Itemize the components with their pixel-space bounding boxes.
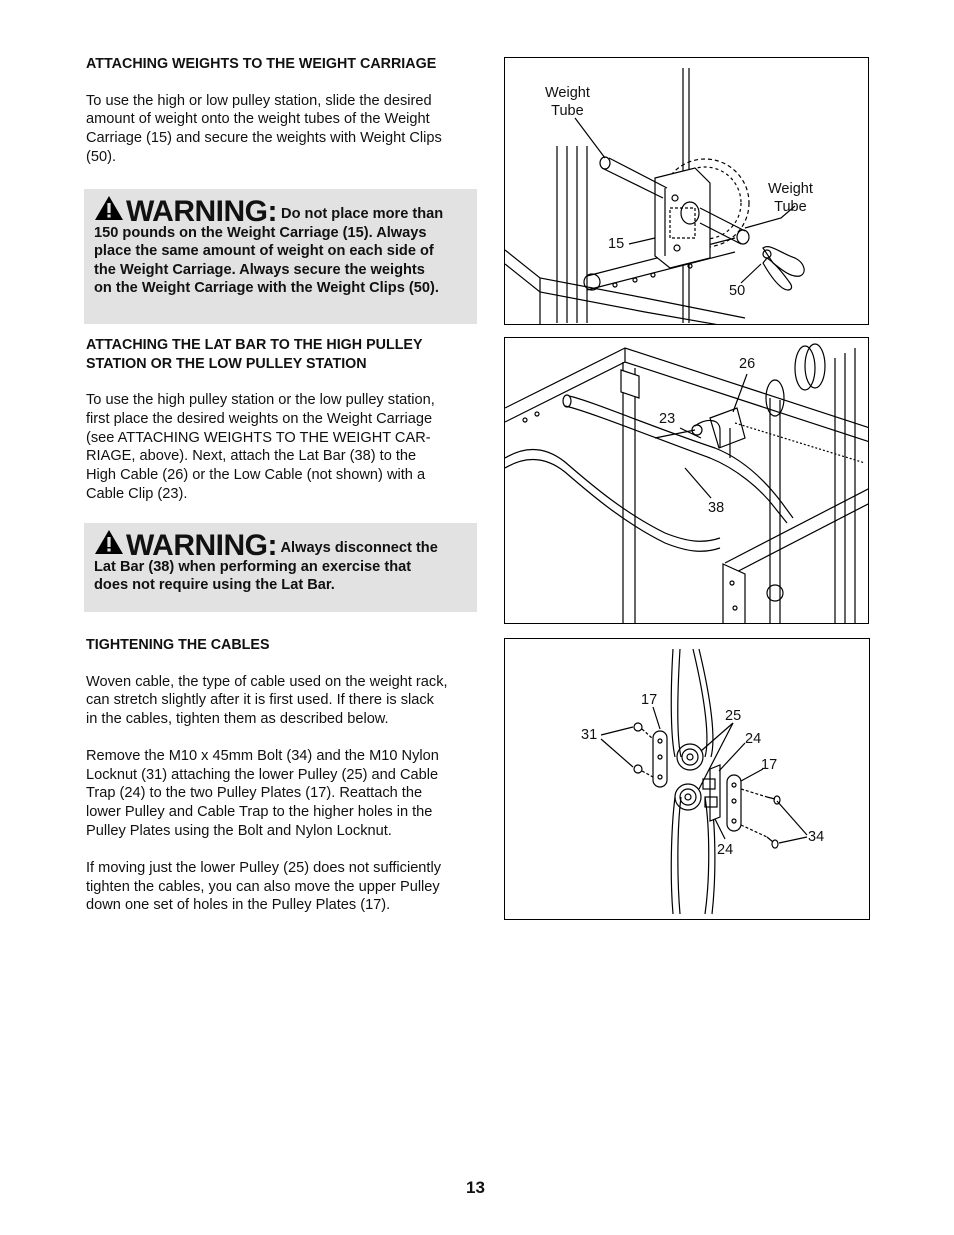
cables-line: Trap (24) to the two Pulley Plates (17). Reattach the [86,785,423,802]
heading-attaching-latbar [86,336,478,373]
warning-line: place the same amount of weight on each side of [94,243,434,259]
label-part-24-lower: 24 [717,842,734,858]
warning-word: WARNING: [126,529,277,562]
weights-paragraph [86,92,478,167]
label-part-31: 31 [581,727,598,743]
cables-line: can stretch slightly after it is first used. If there is slack [86,692,434,709]
cables-paragraph-1 [86,673,478,729]
warning-box-latbar [84,523,477,612]
latbar-line: High Cable (26) or the Low Cable (not shown) with a [86,467,426,484]
label-line: Tube [551,103,584,119]
latbar-paragraph [86,391,478,504]
section-cables [86,636,478,915]
cables-line: Remove the M10 x 45mm Bolt (34) and the M10 Nylon [86,747,439,764]
weights-line: To use the high or low pulley station, slide the desired [86,92,432,109]
cables-line: down one set of holes in the Pulley Plates (17). [86,897,391,914]
figure-pulley-plates [504,638,870,920]
page-number: 13 [466,1178,485,1197]
heading-attaching-weights: ATTACHING WEIGHTS TO THE WEIGHT CARRIAGE [86,56,437,72]
cables-line: Locknut (31) attaching the lower Pulley (25) and Cable [86,766,439,783]
warning-line: on the Weight Carriage with the Weight Clips (50). [94,280,439,296]
pulley-plates-illustration [505,639,870,920]
heading-tightening-cables: TIGHTENING THE CABLES [86,637,270,653]
warning-triangle-icon [94,195,124,221]
section-weights [86,55,478,167]
warning-word: WARNING: [126,195,277,228]
cables-line: lower Pulley and Cable Trap to the higher holes in the [86,804,433,821]
warning-triangle-icon [94,529,124,555]
label-part-24-upper: 24 [745,731,762,747]
figure-lat-bar [504,337,869,624]
weights-line: amount of weight onto the weight tubes of the Weight [86,111,430,128]
warning-box-weight-limit [84,189,477,324]
weights-line: (50). [86,148,117,165]
label-part-15: 15 [608,236,625,252]
label-part-17-right: 17 [761,757,778,773]
label-part-50: 50 [729,283,746,299]
label-weight-tube-left [545,84,590,120]
warning-line: does not require using the Lat Bar. [94,577,335,593]
cables-line: tighten the cables, you can also move the upper Pulley [86,878,440,895]
heading-line: ATTACHING THE LAT BAR TO THE HIGH PULLEY [86,337,423,353]
label-line: Weight [545,85,590,101]
weights-line: Carriage (15) and secure the weights with Weight Clips [86,130,442,147]
label-line: Tube [774,199,807,215]
section-latbar [86,336,478,504]
cables-paragraph-2 [86,747,478,841]
warning-line: Lat Bar (38) when performing an exercise that [94,558,412,575]
label-part-25: 25 [725,708,742,724]
label-part-34: 34 [808,829,825,845]
cables-line: If moving just the lower Pulley (25) does not sufficiently [86,859,442,876]
warning-line: the Weight Carriage. Always secure the weights [94,261,425,278]
warning-line: 150 pounds on the Weight Carriage (15). Always [94,224,427,241]
figure-weight-carriage [504,57,869,325]
heading-line: STATION OR THE LOW PULLEY STATION [86,355,367,372]
label-weight-tube-right [768,180,813,216]
latbar-line: Cable Clip (23). [86,485,188,502]
cables-paragraph-3 [86,859,478,915]
label-part-26: 26 [739,356,756,372]
label-part-38: 38 [708,500,725,516]
cables-line: in the cables, tighten them as described below. [86,711,389,728]
latbar-line: To use the high pulley station or the low pulley station, [86,392,435,408]
label-part-17-upper: 17 [641,692,658,708]
latbar-line: first place the desired weights on the Weight Carriage [86,410,433,427]
warning-lead: Always disconnect the [280,540,438,556]
label-part-23: 23 [659,411,676,427]
warning-lead: Do not place more than [281,206,444,222]
lat-bar-illustration [505,338,869,624]
cables-line: Pulley Plates using the Bolt and Nylon Locknut. [86,823,392,840]
label-line: Weight [768,181,813,197]
cables-line: Woven cable, the type of cable used on the weight rack, [86,673,448,690]
latbar-line: RIAGE, above). Next, attach the Lat Bar (38) to the [86,448,417,465]
latbar-line: (see ATTACHING WEIGHTS TO THE WEIGHT CAR- [86,429,431,446]
